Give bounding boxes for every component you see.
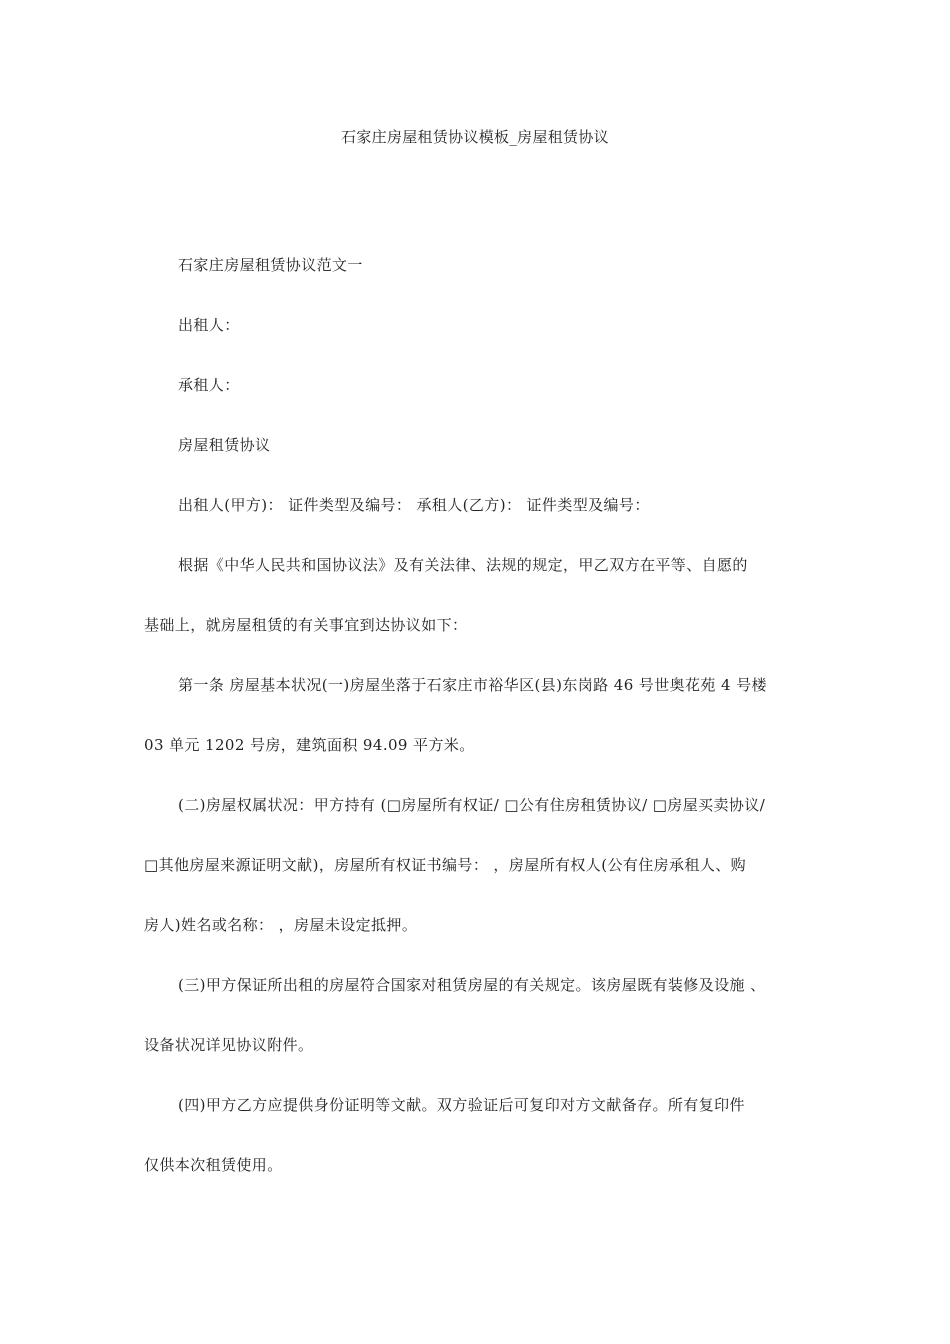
paragraph-line: 第一条 房屋基本状况(一)房屋坐落于石家庄市裕华区(县)东岗路 46 号世奥花苑 4 号楼 xyxy=(178,676,767,694)
paragraph-line: 基础上，就房屋租赁的有关事宜到达协议如下： xyxy=(144,616,468,634)
section-heading: 石家庄房屋租赁协议范文一 xyxy=(178,256,363,274)
document-title: 石家庄房屋租赁协议模板_房屋租赁协议 xyxy=(341,128,609,146)
parties-line: 出租人(甲方)： 证件类型及编号： 承租人(乙方)： 证件类型及编号： xyxy=(178,496,650,514)
paragraph-line: □其他房屋来源证明文献)，房屋所有权证书编号： ，房屋所有权人(公有住房承租人、购 xyxy=(144,856,747,874)
paragraph-line: 根据《中华人民共和国协议法》及有关法律、法规的规定，甲乙双方在平等、自愿的 xyxy=(178,556,748,574)
lessor-label: 出租人： xyxy=(178,316,240,334)
paragraph-line: (四)甲方乙方应提供身份证明等文献。双方验证后可复印对方文献备存。所有复印件 xyxy=(178,1096,745,1114)
paragraph-line: 仅供本次租赁使用。 xyxy=(144,1156,283,1174)
paragraph-line: 设备状况详见协议附件。 xyxy=(144,1036,314,1054)
paragraph-line: 03 单元 1202 号房，建筑面积 94.09 平方米。 xyxy=(144,736,475,754)
paragraph-line: 房人)姓名或名称： ，房屋未设定抵押。 xyxy=(144,916,418,934)
agreement-heading: 房屋租赁协议 xyxy=(178,436,271,454)
paragraph-line: (三)甲方保证所出租的房屋符合国家对租赁房屋的有关规定。该房屋既有装修及设施 、 xyxy=(178,976,766,994)
lessee-label: 承租人： xyxy=(178,376,240,394)
paragraph-line: (二)房屋权属状况：甲方持有 (□房屋所有权证/ □公有住房租赁协议/ □房屋买卖协议/ xyxy=(178,796,766,814)
